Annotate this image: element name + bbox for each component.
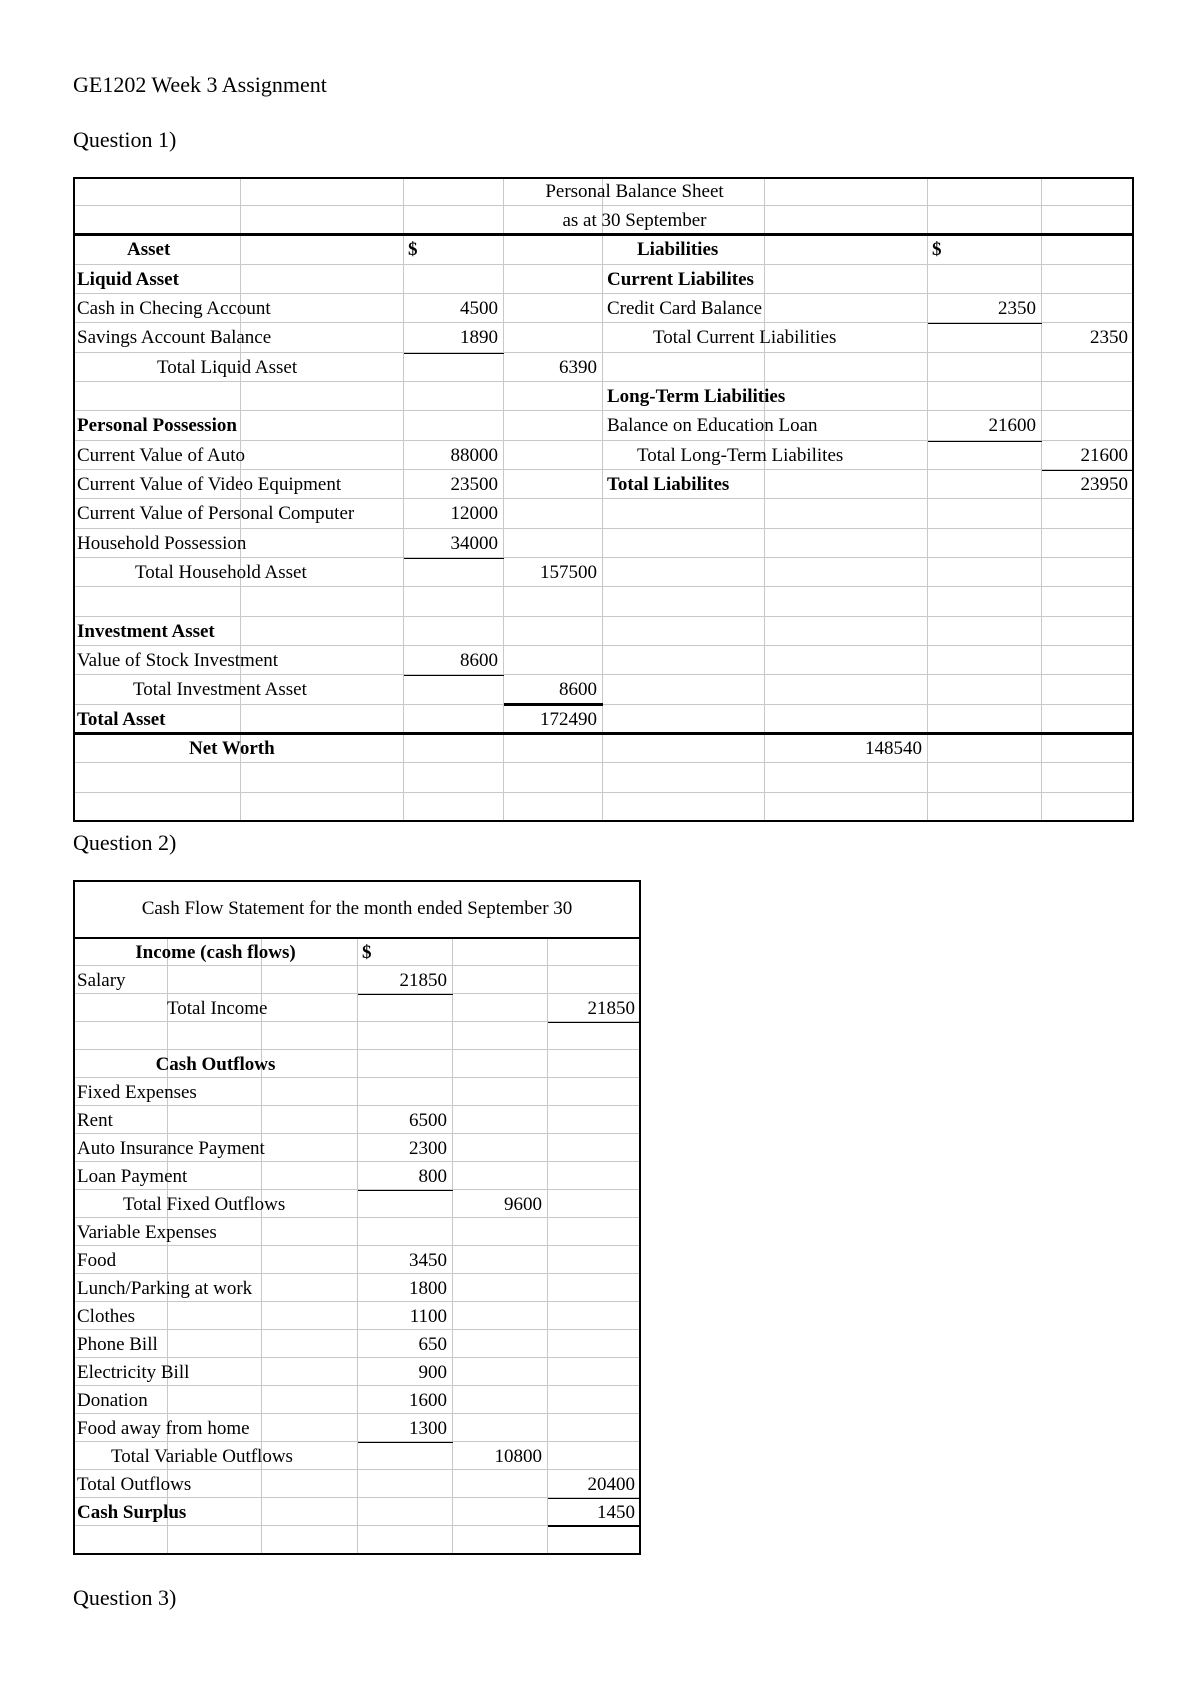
net-worth-rule	[73, 732, 1134, 735]
grid-cell	[548, 1162, 641, 1190]
header-rule	[73, 937, 641, 939]
grid-cell	[603, 763, 765, 793]
grid-cell	[548, 1274, 641, 1302]
question-2-label: Question 2)	[73, 830, 177, 855]
grid-cell	[603, 353, 765, 382]
question-3-label: Question 3)	[73, 1585, 177, 1610]
grid-cell	[504, 734, 603, 763]
grid-cell	[504, 470, 603, 499]
grid-cell	[358, 1218, 453, 1246]
line-item-value: 8600	[460, 650, 498, 671]
grid-cell	[453, 1386, 548, 1414]
grid-cell	[1042, 411, 1134, 441]
grid-cell	[765, 235, 928, 265]
grid-cell	[453, 1526, 548, 1555]
currency-symbol: $	[408, 239, 418, 260]
total-asset-label: Total Asset	[77, 709, 166, 730]
liabilities-header: Liabilities	[637, 239, 719, 260]
grid-cell	[928, 382, 1042, 411]
subtotal-value: 21600	[1080, 445, 1128, 466]
line-item-value: 1300	[409, 1418, 447, 1439]
line-item-value: 1890	[460, 327, 498, 348]
grid-cell	[504, 382, 603, 411]
grid-cell	[453, 1246, 548, 1274]
line-item-label: Lunch/Parking at work	[77, 1278, 253, 1299]
grid-cell	[548, 1526, 641, 1555]
grid-cell	[548, 1190, 641, 1218]
grid-cell	[928, 734, 1042, 763]
grid-cell	[358, 1470, 453, 1498]
grid-cell	[548, 1246, 641, 1274]
grid-cell	[603, 529, 765, 558]
grid-cell	[453, 1218, 548, 1246]
line-item-value: 2300	[409, 1138, 447, 1159]
grid-cell	[928, 558, 1042, 587]
grid-cell	[928, 705, 1042, 734]
grid-cell	[404, 617, 504, 646]
header-rule	[73, 233, 1134, 236]
section-header: Personal Possession	[77, 415, 237, 436]
line-item-label: Clothes	[77, 1306, 136, 1327]
grid-cell	[1042, 265, 1134, 294]
line-item-value: 88000	[450, 445, 498, 466]
grid-cell	[765, 587, 928, 617]
grid-cell	[404, 763, 504, 793]
grid-cell	[1042, 558, 1134, 587]
grid-cell	[453, 1274, 548, 1302]
line-item-label: Current Value of Video Equipment	[77, 474, 342, 495]
grid-cell	[928, 617, 1042, 646]
line-item-value: 21850	[399, 970, 447, 991]
subtotal-value: 157500	[540, 562, 597, 583]
grid-cell	[765, 529, 928, 558]
grid-cell	[358, 1526, 453, 1555]
grid-cell	[928, 793, 1042, 822]
subtotal-label: Total Investment Asset	[133, 679, 307, 700]
grid-cell	[928, 529, 1042, 558]
line-item-value: 6500	[409, 1110, 447, 1131]
grid-cell	[928, 470, 1042, 499]
subtotal-value: 2350	[1090, 327, 1128, 348]
grid-cell	[548, 966, 641, 994]
grid-cell	[1042, 382, 1134, 411]
grid-cell	[358, 1498, 453, 1526]
rule-line	[548, 1022, 641, 1023]
line-item-value: 1600	[409, 1390, 447, 1411]
line-item-label: Credit Card Balance	[607, 298, 763, 319]
total-outflows-label: Total Outflows	[77, 1474, 192, 1495]
personal-balance-sheet	[73, 177, 1134, 801]
line-item-label: Salary	[77, 970, 126, 991]
rule-line	[404, 558, 504, 559]
grid-cell	[765, 177, 928, 206]
grid-cell	[548, 1134, 641, 1162]
balance-sheet-title: Personal Balance Sheet	[545, 181, 724, 202]
grid-cell	[262, 1022, 358, 1050]
grid-cell	[928, 763, 1042, 793]
subtotal-label: Total Household Asset	[135, 562, 307, 583]
total-income-value: 21850	[587, 998, 635, 1019]
subtotal-label: Total Liquid Asset	[157, 357, 298, 378]
grid-cell	[241, 382, 404, 411]
line-item-label: Electricity Bill	[77, 1362, 190, 1383]
line-item-label: Phone Bill	[77, 1334, 158, 1355]
grid-cell	[765, 499, 928, 529]
grid-cell	[765, 793, 928, 822]
grid-cell	[928, 353, 1042, 382]
grid-cell	[548, 1302, 641, 1330]
cash-surplus-value: 1450	[597, 1502, 635, 1523]
rule-line	[358, 1190, 453, 1191]
grid-cell	[1042, 294, 1134, 323]
grid-cell	[453, 1022, 548, 1050]
line-item-label: Donation	[77, 1390, 148, 1411]
grid-cell	[241, 265, 404, 294]
grid-cell	[1042, 499, 1134, 529]
grid-cell	[765, 705, 928, 734]
line-item-label: Household Possession	[77, 533, 247, 554]
grid-cell	[453, 1050, 548, 1078]
grid-cell	[504, 441, 603, 470]
net-worth-label: Net Worth	[189, 738, 275, 759]
rule-line	[548, 1525, 641, 1527]
question-1-label: Question 1)	[73, 127, 177, 152]
grid-cell	[928, 177, 1042, 206]
grid-cell	[603, 793, 765, 822]
grid-cell	[504, 793, 603, 822]
rule-line	[928, 323, 1042, 324]
line-item-value: 1100	[409, 1306, 447, 1327]
document-title: GE1202 Week 3 Assignment	[73, 72, 327, 97]
line-item-label: Auto Insurance Payment	[77, 1138, 265, 1159]
grid-cell	[358, 1022, 453, 1050]
grid-cell	[1042, 353, 1134, 382]
line-item-label: Rent	[77, 1110, 113, 1131]
grid-cell	[168, 1526, 262, 1555]
grid-cell	[404, 265, 504, 294]
grid-cell	[765, 353, 928, 382]
grid-cell	[548, 1442, 641, 1470]
grid-cell	[603, 499, 765, 529]
grid-cell	[168, 1022, 262, 1050]
rule-line	[358, 994, 453, 995]
grid-cell	[453, 966, 548, 994]
grid-cell	[358, 1078, 453, 1106]
grid-cell	[404, 793, 504, 822]
grid-cell	[241, 587, 404, 617]
grid-cell	[504, 235, 603, 265]
grid-cell	[73, 1526, 168, 1555]
grid-cell	[404, 411, 504, 441]
asset-header: Asset	[127, 239, 171, 260]
currency-symbol: $	[932, 239, 942, 260]
line-item-value: 23500	[450, 474, 498, 495]
grid-cell	[1042, 763, 1134, 793]
grid-cell	[404, 177, 504, 206]
total-fixed-value: 9600	[504, 1194, 542, 1215]
grid-cell	[548, 1050, 641, 1078]
income-header: Income (cash flows)	[135, 942, 296, 963]
grid-cell	[453, 1470, 548, 1498]
line-item-label: Value of Stock Investment	[77, 650, 279, 671]
grid-cell	[928, 265, 1042, 294]
grid-cell	[603, 705, 765, 734]
cash-surplus-label: Cash Surplus	[77, 1502, 187, 1523]
rule-line	[358, 1442, 453, 1443]
line-item-value: 800	[418, 1166, 447, 1187]
grid-cell	[504, 411, 603, 441]
section-header: Long-Term Liabilities	[607, 386, 786, 407]
net-worth-value: 148540	[865, 738, 922, 759]
grid-cell	[241, 763, 404, 793]
grid-cell	[504, 646, 603, 675]
grid-cell	[504, 323, 603, 353]
line-item-value: 1800	[409, 1278, 447, 1299]
line-item-label: Balance on Education Loan	[607, 415, 818, 436]
grid-cell	[73, 793, 241, 822]
cash-flow-statement	[73, 880, 641, 1555]
line-item-value: 3450	[409, 1250, 447, 1271]
grid-cell	[1042, 734, 1134, 763]
grid-cell	[1042, 705, 1134, 734]
total-asset-value: 172490	[540, 709, 597, 730]
section-header: Investment Asset	[77, 621, 215, 642]
section-header: Variable Expenses	[77, 1222, 217, 1243]
grid-cell	[73, 177, 241, 206]
grid-cell	[548, 938, 641, 966]
line-item-label: Cash in Checing Account	[77, 298, 271, 319]
grid-cell	[548, 1414, 641, 1442]
grid-cell	[928, 206, 1042, 235]
grid-cell	[504, 499, 603, 529]
grid-cell	[765, 617, 928, 646]
line-item-label: Loan Payment	[77, 1166, 188, 1187]
grid-cell	[1042, 529, 1134, 558]
line-item-label: Food	[77, 1250, 117, 1271]
grid-cell	[603, 675, 765, 705]
grid-cell	[453, 1302, 548, 1330]
grid-cell	[1042, 675, 1134, 705]
subtotal-label: Total Current Liabilities	[653, 327, 837, 348]
grid-cell	[453, 994, 548, 1022]
total-liabilities-label: Total Liabilites	[607, 474, 730, 495]
grid-cell	[928, 499, 1042, 529]
grid-cell	[404, 587, 504, 617]
grid-cell	[504, 265, 603, 294]
grid-cell	[548, 1218, 641, 1246]
line-item-value: 21600	[988, 415, 1036, 436]
line-item-label: Current Value of Auto	[77, 445, 245, 466]
grid-cell	[453, 1162, 548, 1190]
total-variable-value: 10800	[494, 1446, 542, 1467]
grid-cell	[453, 1134, 548, 1162]
grid-cell	[1042, 646, 1134, 675]
grid-cell	[548, 1022, 641, 1050]
grid-cell	[358, 1050, 453, 1078]
rule-line	[548, 1498, 641, 1499]
grid-cell	[73, 206, 241, 235]
line-item-label: Savings Account Balance	[77, 327, 272, 348]
rule-line	[928, 441, 1042, 442]
section-header: Liquid Asset	[77, 269, 179, 290]
grid-cell	[548, 1330, 641, 1358]
line-item-label: Current Value of Personal Computer	[77, 503, 355, 524]
rule-line	[404, 353, 504, 354]
line-item-value: 34000	[450, 533, 498, 554]
grid-cell	[241, 793, 404, 822]
grid-cell	[453, 938, 548, 966]
line-item-label: Food away from home	[77, 1418, 250, 1439]
subtotal-label: Total Fixed Outflows	[123, 1194, 286, 1215]
balance-sheet-subtitle: as at 30 September	[562, 210, 707, 231]
grid-cell	[73, 763, 241, 793]
grid-cell	[548, 1358, 641, 1386]
grid-cell	[1042, 206, 1134, 235]
grid-cell	[765, 558, 928, 587]
grid-cell	[1042, 177, 1134, 206]
grid-cell	[603, 587, 765, 617]
grid-cell	[548, 1386, 641, 1414]
grid-cell	[603, 617, 765, 646]
grid-cell	[1042, 793, 1134, 822]
outflows-header: Cash Outflows	[155, 1054, 276, 1075]
line-item-value: 2350	[998, 298, 1036, 319]
section-header: Current Liabilites	[607, 269, 754, 290]
currency-symbol: $	[362, 942, 372, 963]
grid-cell	[453, 1498, 548, 1526]
grid-cell	[453, 1078, 548, 1106]
subtotal-label: Total Variable Outflows	[111, 1446, 293, 1467]
rule-line	[504, 703, 603, 706]
grid-cell	[765, 206, 928, 235]
grid-cell	[504, 617, 603, 646]
grid-cell	[404, 206, 504, 235]
grid-cell	[404, 705, 504, 734]
grid-cell	[241, 177, 404, 206]
line-item-value: 4500	[460, 298, 498, 319]
grid-cell	[404, 382, 504, 411]
line-item-value: 650	[418, 1334, 447, 1355]
section-header: Fixed Expenses	[77, 1082, 197, 1103]
grid-cell	[928, 646, 1042, 675]
grid-cell	[603, 646, 765, 675]
rule-line	[404, 675, 504, 676]
grid-cell	[928, 675, 1042, 705]
grid-cell	[73, 994, 168, 1022]
grid-cell	[548, 1106, 641, 1134]
grid-cell	[548, 1078, 641, 1106]
line-item-value: 900	[418, 1362, 447, 1383]
grid-cell	[73, 382, 241, 411]
total-outflows-value: 20400	[587, 1474, 635, 1495]
grid-cell	[73, 587, 241, 617]
rule-line	[1042, 470, 1134, 471]
grid-cell	[73, 1022, 168, 1050]
grid-cell	[603, 558, 765, 587]
grid-cell	[765, 646, 928, 675]
grid-cell	[504, 763, 603, 793]
grid-cell	[1042, 235, 1134, 265]
grid-cell	[603, 734, 765, 763]
subtotal-value: 8600	[559, 679, 597, 700]
grid-cell	[504, 587, 603, 617]
subtotal-label: Total Long-Term Liabilites	[637, 445, 844, 466]
subtotal-label: Total Income	[167, 998, 268, 1019]
grid-cell	[765, 675, 928, 705]
subtotal-value: 6390	[559, 357, 597, 378]
grid-cell	[453, 1414, 548, 1442]
grid-cell	[1042, 617, 1134, 646]
total-liabilities-value: 23950	[1080, 474, 1128, 495]
cash-flow-title: Cash Flow Statement for the month ended September 30	[141, 898, 573, 919]
grid-cell	[1042, 587, 1134, 617]
grid-cell	[928, 587, 1042, 617]
grid-cell	[453, 1330, 548, 1358]
grid-cell	[262, 1526, 358, 1555]
grid-cell	[453, 1106, 548, 1134]
grid-cell	[765, 763, 928, 793]
grid-cell	[241, 206, 404, 235]
grid-cell	[453, 1358, 548, 1386]
grid-cell	[504, 529, 603, 558]
line-item-value: 12000	[450, 503, 498, 524]
grid-cell	[504, 294, 603, 323]
